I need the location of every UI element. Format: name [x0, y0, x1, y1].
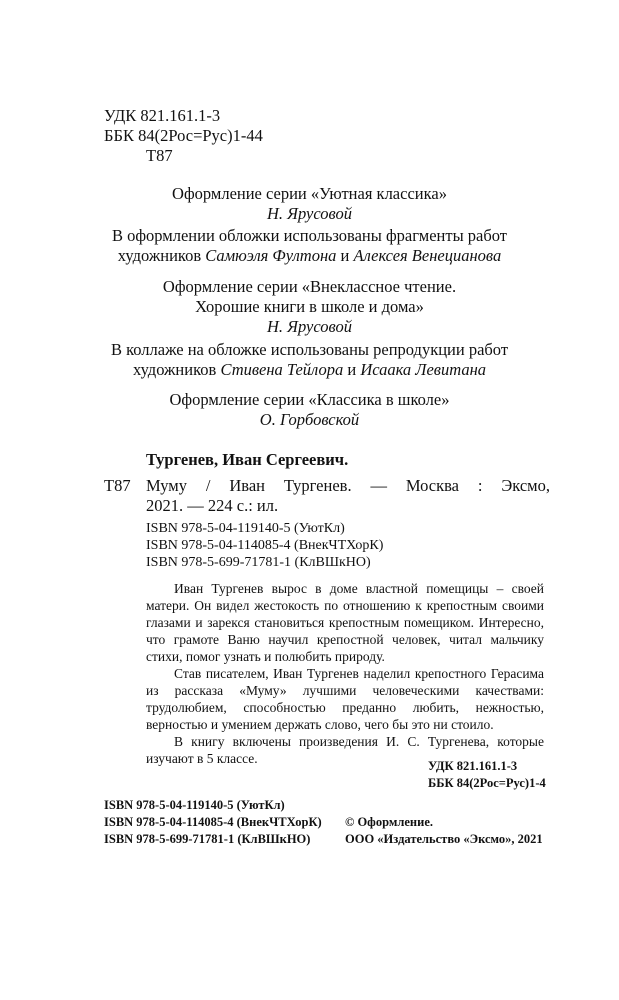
footer-isbn-3: ISBN 978-5-699-71781-1 (КлВШкНО): [104, 832, 311, 846]
footer-isbn-1: ISBN 978-5-04-119140-5 (УютКл): [104, 798, 285, 812]
artist-name: Алексея Венецианова: [353, 246, 502, 265]
bbk-code: ББК 84(2Рос=Рус)1-44: [104, 126, 263, 145]
copyright-label: © Оформление.: [345, 815, 434, 829]
annotation-paragraph-1: Иван Тургенев вырос в доме властной помещицы – своей матери. Он видел жестокость по отношению к крепостным своими глазами и зарекся становиться крепостным помещиком. Интересно, что грамоте Ваню научил крепостной человек, читал мальчику стихи, помог узнать и полюбить природу.: [146, 581, 544, 664]
series-designer-2: Н. Ярусовой: [267, 317, 352, 336]
conjunction: и: [343, 360, 361, 379]
catalog-isbn-3: ISBN 978-5-699-71781-1 (КлВШкНО): [146, 555, 371, 570]
udk-code-bottom: УДК 821.161.1-3: [428, 759, 518, 773]
cover-credit-2-line1: В коллаже на обложке использованы репродукции работ: [110, 340, 509, 359]
annotation: [146, 580, 544, 767]
series-credit-2-line2: Хорошие книги в школе и дома»: [195, 297, 424, 316]
series-credit-1: Оформление серии «Уютная классика»: [172, 184, 447, 203]
series-designer-3: О. Горбовской: [259, 410, 360, 429]
annotation-paragraph-2: Став писателем, Иван Тургенев наделил крепостного Герасима из рассказа «Муму» лучшими человеческими качествами: трудолюбием, способностью преданно любить, нежностью, верностью и умением держать слово, чего бы это ни стоило.: [146, 666, 544, 732]
catalog-mark: Т87: [104, 476, 131, 495]
catalog-isbn-1: ISBN 978-5-04-119140-5 (УютКл): [146, 521, 345, 536]
footer-isbn-2: ISBN 978-5-04-114085-4 (ВнекЧТХорК): [104, 815, 322, 829]
series-designer-1: Н. Ярусовой: [267, 204, 352, 223]
catalog-isbn-2: ISBN 978-5-04-114085-4 (ВнекЧТХорК): [146, 538, 384, 553]
cover-credit-1-prefix: художников: [117, 246, 206, 265]
cover-credit-2-line2: [0, 360, 619, 380]
artist-name: Исаака Левитана: [360, 360, 487, 379]
catalog-title-line1: Муму / Иван Тургенев. — Москва : Эксмо,: [146, 476, 550, 495]
artist-name: Самюэля Фултона: [205, 246, 337, 265]
cover-credit-1-line1: В оформлении обложки использованы фрагменты работ: [111, 226, 508, 245]
bbk-code-bottom: ББК 84(2Рос=Рус)1-4: [428, 776, 546, 790]
copyright-publisher: ООО «Издательство «Эксмо», 2021: [345, 832, 543, 846]
conjunction: и: [336, 246, 354, 265]
annotation-paragraph-3: В книгу включены произведения И. С. Тургенева, которые изучают в 5 классе.: [146, 734, 544, 766]
cover-credit-2-prefix: художников: [132, 360, 221, 379]
series-credit-3: Оформление серии «Классика в школе»: [169, 390, 450, 409]
author-mark: Т87: [146, 146, 173, 165]
artist-name: Стивена Тейлора: [220, 360, 344, 379]
series-credit-2-line1: Оформление серии «Внеклассное чтение.: [162, 277, 457, 296]
catalog-author-heading: Тургенев, Иван Сергеевич.: [146, 450, 349, 469]
cover-credit-1-line2: [0, 246, 619, 266]
catalog-title-line2: 2021. — 224 с.: ил.: [146, 496, 279, 515]
udk-code: УДК 821.161.1-3: [104, 106, 221, 125]
